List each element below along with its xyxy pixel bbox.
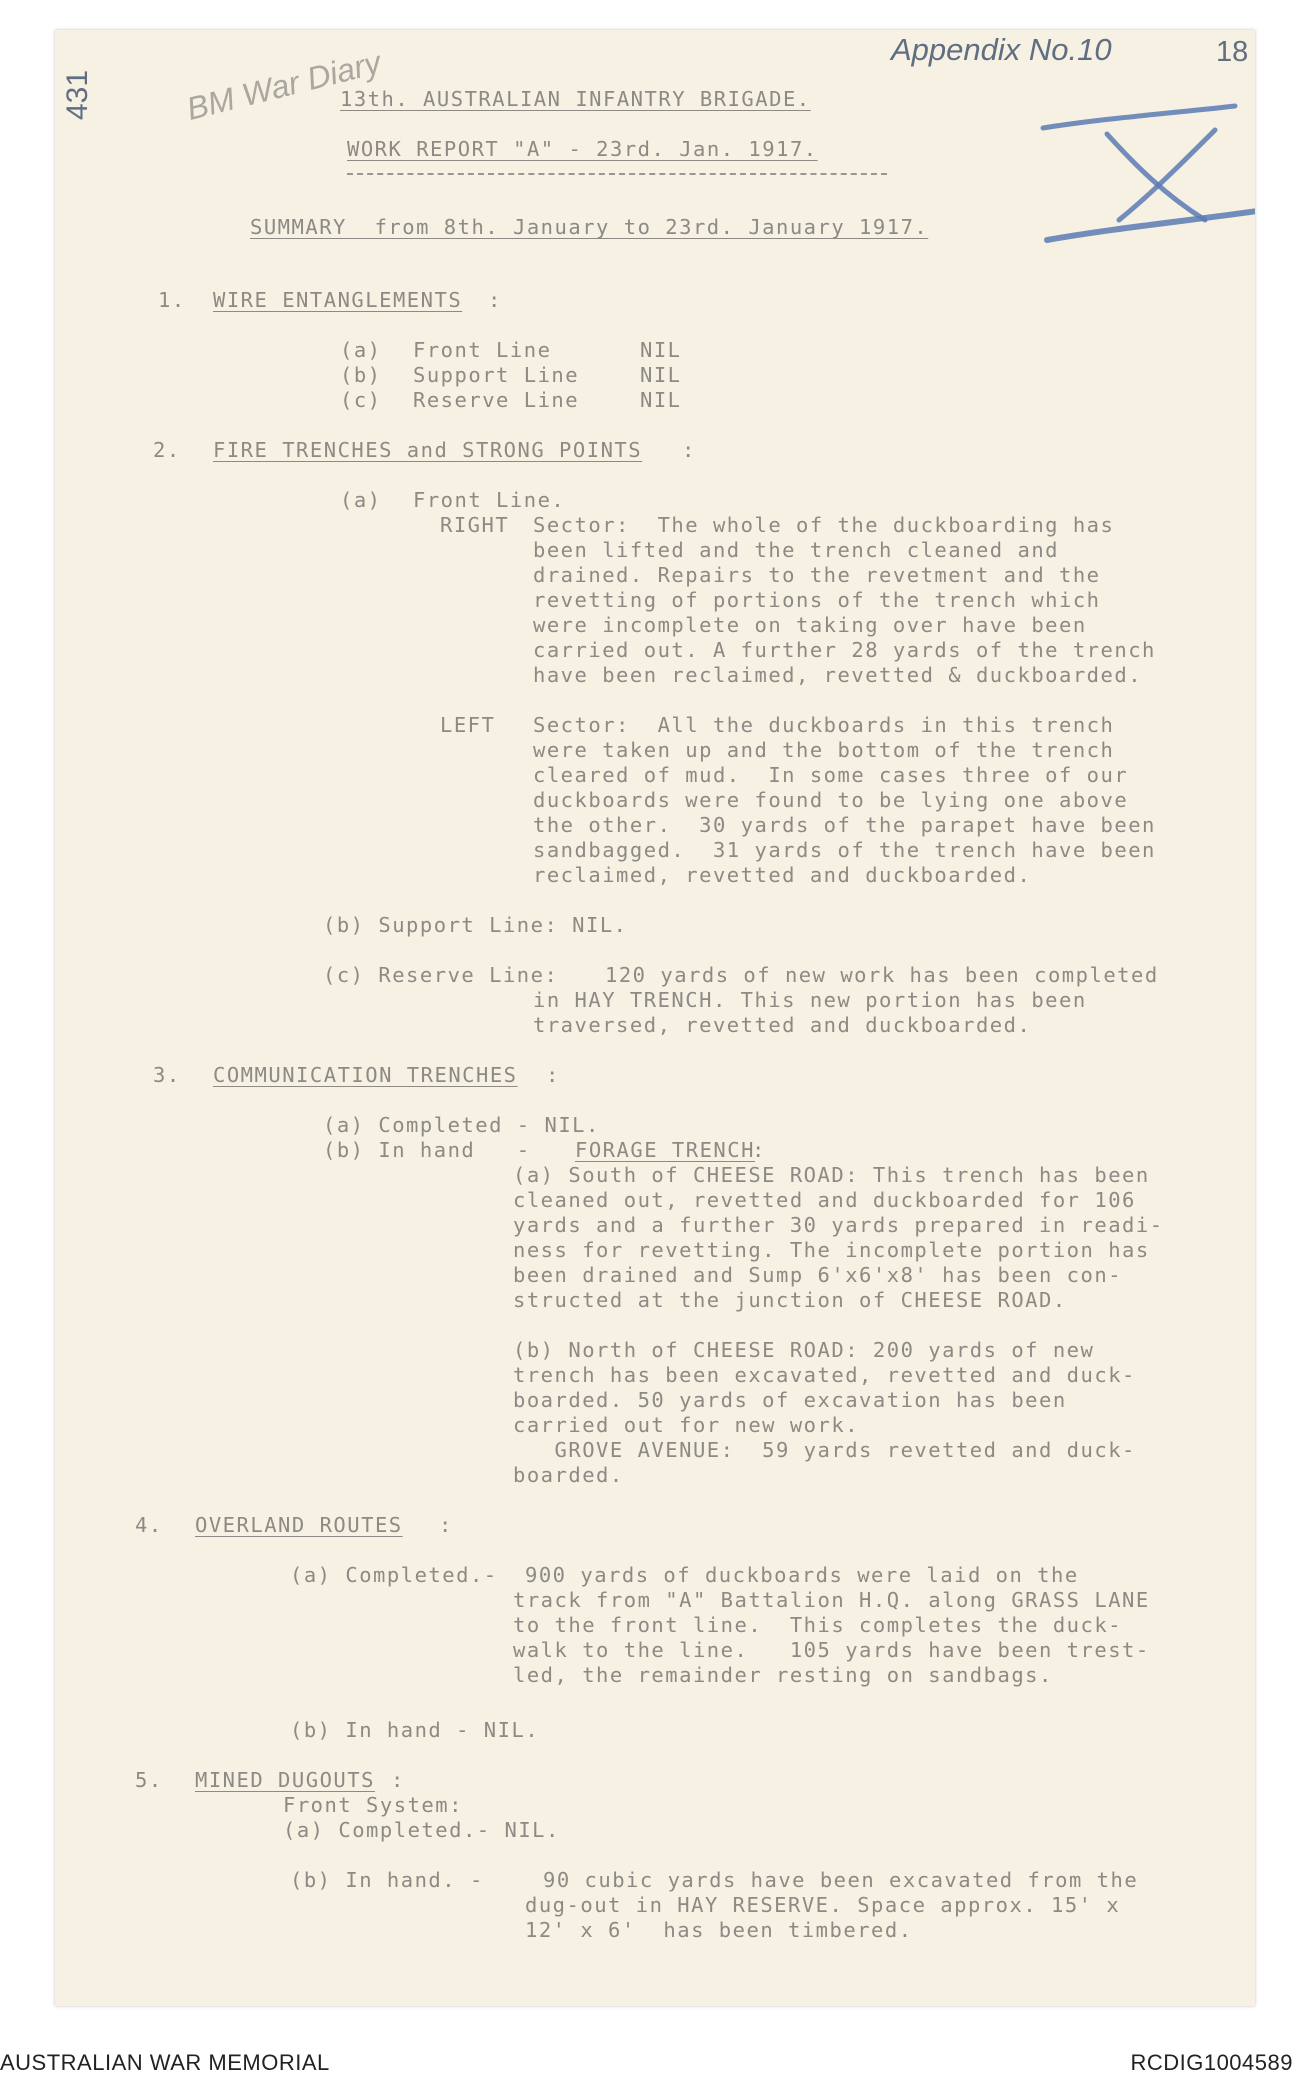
s4-completed-line: led, the remainder resting on sandbags.: [513, 1663, 1053, 1687]
section-3-colon: :: [546, 1063, 560, 1087]
s2-left-label: LEFT: [440, 713, 496, 737]
s2-right-label: RIGHT: [440, 513, 510, 537]
s3-south-line: yards and a further 30 yards prepared in readi-: [513, 1213, 1164, 1237]
section-5-title: MINED DUGOUTS: [195, 1768, 375, 1792]
s2-right-line: been lifted and the trench cleaned and: [533, 538, 1059, 562]
s2-a-letter: (a): [340, 488, 382, 512]
section-3-number: 3.: [153, 1063, 181, 1087]
s1-row-letter: (b): [340, 363, 382, 387]
dashed-divider: [347, 173, 887, 175]
s1-row-value: NIL: [640, 388, 682, 412]
section-2-title: FIRE TRENCHES and STRONG POINTS: [213, 438, 643, 462]
s4-completed-line: 900 yards of duckboards were laid on the: [525, 1563, 1079, 1587]
s3-north-line: trench has been excavated, revetted and duck-: [513, 1363, 1136, 1387]
s3-south-line: been drained and Sump 6'x6'x8' has been con-: [513, 1263, 1123, 1287]
s5-in-hand-label: (b) In hand. -: [290, 1868, 484, 1892]
s2-right-line: Sector: The whole of the duckboarding has: [533, 513, 1115, 537]
s2-left-line: sandbagged. 31 yards of the trench have been: [533, 838, 1156, 862]
s1-row-letter: (c): [340, 388, 382, 412]
s3-north-line: carried out for new work.: [513, 1413, 860, 1437]
summary-title: SUMMARY from 8th. January to 23rd. January 1917.: [250, 215, 929, 239]
s1-row-value: NIL: [640, 338, 682, 362]
s2-left-line: were taken up and the bottom of the trench: [533, 738, 1115, 762]
s2-left-line: the other. 30 yards of the parapet have been: [533, 813, 1156, 837]
s5-in-hand-line: 12' x 6' has been timbered.: [525, 1918, 913, 1942]
section-1-colon: :: [488, 288, 502, 312]
s1-row-letter: (a): [340, 338, 382, 362]
s2-reserve-line: traversed, revetted and duckboarded.: [533, 1013, 1032, 1037]
brigade-title: 13th. AUSTRALIAN INFANTRY BRIGADE.: [340, 87, 811, 111]
s5-completed-line: (a) Completed.- NIL.: [283, 1818, 560, 1842]
s3-south-line: ness for revetting. The incomplete portion has: [513, 1238, 1150, 1262]
s2-right-line: carried out. A further 28 yards of the trench: [533, 638, 1156, 662]
s2-reserve-label: (c) Reserve Line:: [323, 963, 559, 987]
section-2-colon: :: [682, 438, 696, 462]
s2-left-line: duckboards were found to be lying one above: [533, 788, 1129, 812]
blue-cross-mark: [1035, 70, 1255, 250]
section-4-number: 4.: [135, 1513, 163, 1537]
s4-completed-line: to the front line. This completes the duck-: [513, 1613, 1123, 1637]
s5-front-system: Front System:: [283, 1793, 463, 1817]
page-number-annotation: 18: [1216, 36, 1249, 68]
s3-south-line: (a) South of CHEESE ROAD: This trench has been: [513, 1163, 1150, 1187]
footer-catalogue-id: RCDIG1004589: [1130, 2050, 1293, 2075]
s5-in-hand-line: dug-out in HAY RESERVE. Space approx. 15' x: [525, 1893, 1121, 1917]
s2-support-line: (b) Support Line: NIL.: [323, 913, 628, 937]
s2-left-line: reclaimed, revetted and duckboarded.: [533, 863, 1032, 887]
section-4-colon: :: [439, 1513, 453, 1537]
s3-south-line: structed at the junction of CHEESE ROAD.: [513, 1288, 1067, 1312]
side-number-annotation: 431: [61, 69, 94, 120]
s4-completed-label: (a) Completed.-: [290, 1563, 498, 1587]
s2-a-label: Front Line.: [413, 488, 566, 512]
s2-reserve-line: 120 yards of new work has been completed: [605, 963, 1159, 987]
s3-north-line: boarded. 50 yards of excavation has been: [513, 1388, 1067, 1412]
s3-forage-trench: FORAGE TRENCH: [575, 1138, 755, 1162]
s2-left-line: cleared of mud. In some cases three of our: [533, 763, 1129, 787]
s4-in-hand-line: (b) In hand - NIL.: [290, 1718, 540, 1742]
s3-north-line: boarded.: [513, 1463, 624, 1487]
s2-right-line: drained. Repairs to the revetment and the: [533, 563, 1101, 587]
section-1-title: WIRE ENTANGLEMENTS: [213, 288, 463, 312]
document-page: [55, 30, 1255, 2006]
s3-completed-line: (a) Completed - NIL.: [323, 1113, 600, 1137]
section-5-colon: :: [391, 1768, 405, 1792]
s5-in-hand-line: 90 cubic yards have been excavated from the: [543, 1868, 1139, 1892]
s3-forage-colon: :: [752, 1138, 766, 1162]
report-title: WORK REPORT "A" - 23rd. Jan. 1917.: [347, 137, 818, 161]
s2-right-line: have been reclaimed, revetted & duckboarded.: [533, 663, 1143, 687]
s1-row-label: Reserve Line: [413, 388, 580, 412]
s2-left-line: Sector: All the duckboards in this trench: [533, 713, 1115, 737]
s3-north-line: (b) North of CHEESE ROAD: 200 yards of new: [513, 1338, 1095, 1362]
s2-right-line: were incomplete on taking over have been: [533, 613, 1087, 637]
appendix-annotation: Appendix No.10: [891, 32, 1112, 67]
s4-completed-line: walk to the line. 105 yards have been trest-: [513, 1638, 1150, 1662]
footer-institution: AUSTRALIAN WAR MEMORIAL: [0, 2050, 330, 2075]
section-5-number: 5.: [135, 1768, 163, 1792]
s1-row-label: Front Line: [413, 338, 552, 362]
s4-completed-line: track from "A" Battalion H.Q. along GRASS LANE: [513, 1588, 1150, 1612]
section-4-title: OVERLAND ROUTES: [195, 1513, 403, 1537]
section-2-number: 2.: [153, 438, 181, 462]
section-3-title: COMMUNICATION TRENCHES: [213, 1063, 518, 1087]
s3-north-line: GROVE AVENUE: 59 yards revetted and duck-: [513, 1438, 1136, 1462]
s1-row-label: Support Line: [413, 363, 580, 387]
diary-note-annotation: BM War Diary: [183, 43, 385, 127]
s2-right-line: revetting of portions of the trench which: [533, 588, 1101, 612]
s2-reserve-line: in HAY TRENCH. This new portion has been: [533, 988, 1087, 1012]
s1-row-value: NIL: [640, 363, 682, 387]
section-1-number: 1.: [158, 288, 186, 312]
s3-south-line: cleaned out, revetted and duckboarded for 106: [513, 1188, 1136, 1212]
s3-in-hand-label: (b) In hand -: [323, 1138, 531, 1162]
